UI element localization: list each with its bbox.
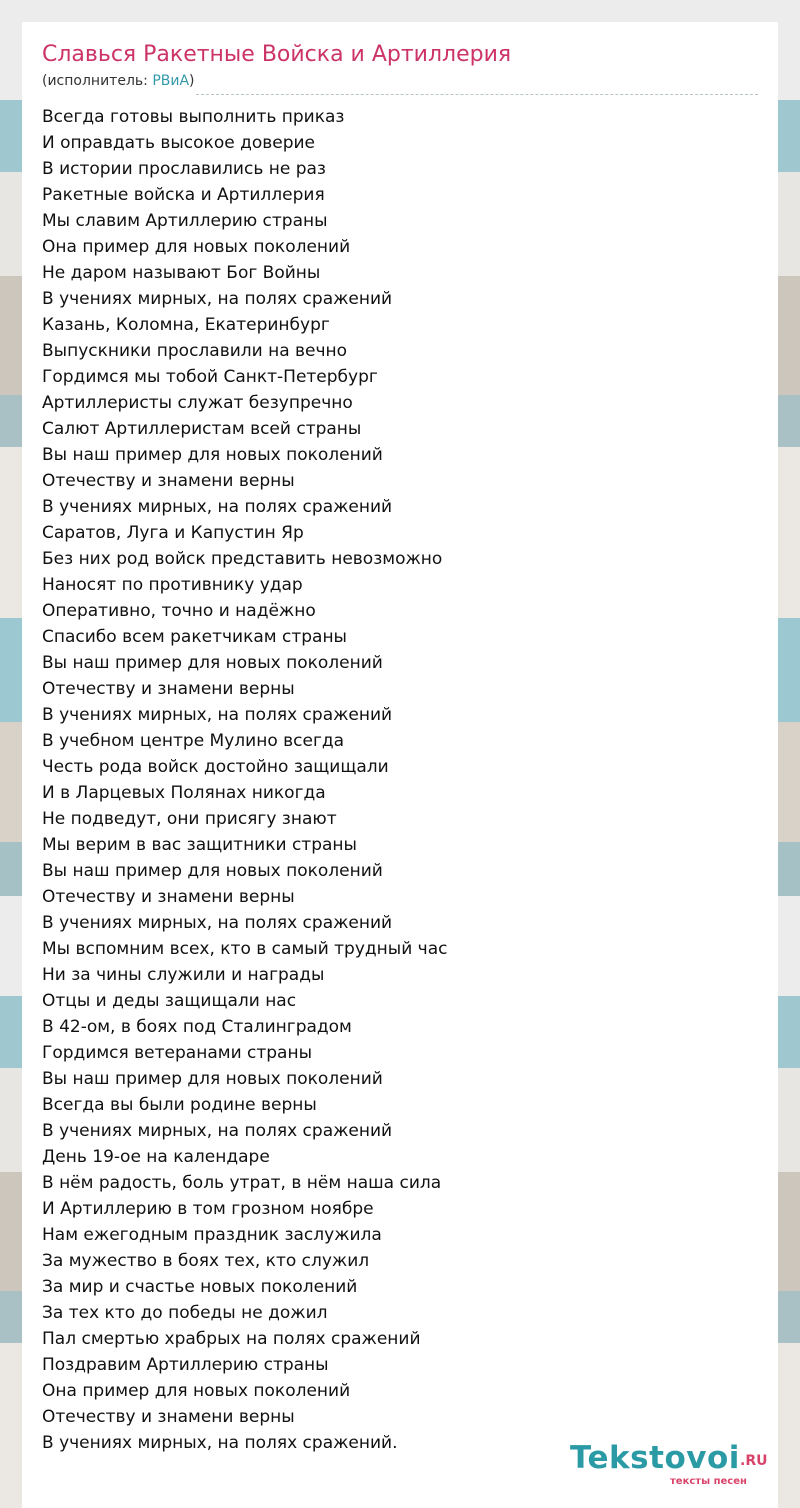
logo-tagline: тексты песен bbox=[670, 1476, 747, 1487]
artist-prefix: (исполнитель: bbox=[42, 73, 153, 89]
lyric-line: Вы наш пример для новых поколений bbox=[42, 653, 383, 673]
lyric-line: Отечеству и знамени верны bbox=[42, 887, 295, 907]
artist-suffix: ) bbox=[189, 73, 195, 89]
title-divider bbox=[196, 94, 758, 95]
lyric-line: И оправдать высокое доверие bbox=[42, 133, 316, 153]
lyric-line: Без них род войск представить невозможно bbox=[42, 549, 443, 569]
lyric-line: В учениях мирных, на полях сражений bbox=[42, 289, 393, 309]
lyric-line: И Артиллерию в том грозном ноябре bbox=[42, 1199, 374, 1219]
lyric-line: Оперативно, точно и надёжно bbox=[42, 601, 316, 621]
site-logo[interactable] bbox=[570, 1440, 774, 1490]
logo-wordmark: Tekstovoi bbox=[570, 1440, 740, 1476]
lyric-line: В нём радость, боль утрат, в нём наша сила bbox=[42, 1173, 442, 1193]
artist-line bbox=[42, 73, 195, 89]
lyric-line: Саратов, Луга и Капустин Яр bbox=[42, 523, 304, 543]
lyric-line: Ни за чины служили и награды bbox=[42, 965, 325, 985]
logo-domain: .RU bbox=[740, 1453, 768, 1469]
lyric-line: Казань, Коломна, Екатеринбург bbox=[42, 315, 330, 335]
lyric-line: Вы наш пример для новых поколений bbox=[42, 1069, 383, 1089]
lyric-line: Пал смертью храбрых на полях сражений bbox=[42, 1329, 421, 1349]
lyric-line: Нам ежегодным праздник заслужила bbox=[42, 1225, 382, 1245]
song-title: Славься Ракетные Войска и Артиллерия bbox=[42, 42, 512, 67]
lyric-line: В учениях мирных, на полях сражений. bbox=[42, 1433, 398, 1453]
lyric-line: Спасибо всем ракетчикам страны bbox=[42, 627, 347, 647]
lyric-line: Мы славим Артиллерию страны bbox=[42, 211, 328, 231]
lyric-line: За тех кто до победы не дожил bbox=[42, 1303, 328, 1323]
lyric-line: Отечеству и знамени верны bbox=[42, 679, 295, 699]
lyric-line: Всегда вы были родине верны bbox=[42, 1095, 317, 1115]
lyric-line: И в Ларцевых Полянах никогда bbox=[42, 783, 326, 803]
lyric-line: В учениях мирных, на полях сражений bbox=[42, 1121, 393, 1141]
lyric-line: Мы верим в вас защитники страны bbox=[42, 835, 357, 855]
lyric-line: В учениях мирных, на полях сражений bbox=[42, 497, 393, 517]
lyric-line: В истории прославились не раз bbox=[42, 159, 326, 179]
lyric-line: В учебном центре Мулино всегда bbox=[42, 731, 345, 751]
lyric-line: Отечеству и знамени верны bbox=[42, 471, 295, 491]
lyric-line: За мужество в боях тех, кто служил bbox=[42, 1251, 370, 1271]
artist-link[interactable]: РВиА bbox=[152, 73, 190, 89]
lyric-line: Артиллеристы служат безупречно bbox=[42, 393, 353, 413]
lyric-line: Гордимся мы тобой Санкт-Петербург bbox=[42, 367, 378, 387]
lyric-line: День 19-ое на календаре bbox=[42, 1147, 270, 1167]
lyric-line: Не даром называют Бог Войны bbox=[42, 263, 321, 283]
lyric-line: В учениях мирных, на полях сражений bbox=[42, 913, 393, 933]
lyrics-list bbox=[42, 104, 447, 1456]
lyric-line: Салют Артиллеристам всей страны bbox=[42, 419, 362, 439]
lyric-line: За мир и счастье новых поколений bbox=[42, 1277, 358, 1297]
lyric-line: Отечеству и знамени верны bbox=[42, 1407, 295, 1427]
lyric-line: Ракетные войска и Артиллерия bbox=[42, 185, 325, 205]
lyric-line: Всегда готовы выполнить приказ bbox=[42, 107, 345, 127]
lyric-line: Вы наш пример для новых поколений bbox=[42, 445, 383, 465]
lyric-line: Она пример для новых поколений bbox=[42, 1381, 351, 1401]
lyric-line: Наносят по противнику удар bbox=[42, 575, 303, 595]
lyric-line: Она пример для новых поколений bbox=[42, 237, 351, 257]
lyric-line: Гордимся ветеранами страны bbox=[42, 1043, 313, 1063]
lyric-line: Не подведут, они присягу знают bbox=[42, 809, 337, 829]
lyric-line: Вы наш пример для новых поколений bbox=[42, 861, 383, 881]
lyric-line: В учениях мирных, на полях сражений bbox=[42, 705, 393, 725]
lyric-line: Отцы и деды защищали нас bbox=[42, 991, 297, 1011]
lyric-line: Поздравим Артиллерию страны bbox=[42, 1355, 329, 1375]
lyric-line: Мы вспомним всех, кто в самый трудный час bbox=[42, 939, 448, 959]
lyric-line: Выпускники прославили на вечно bbox=[42, 341, 348, 361]
lyric-line: В 42-ом, в боях под Сталинградом bbox=[42, 1017, 352, 1037]
lyric-line: Честь рода войск достойно защищали bbox=[42, 757, 389, 777]
